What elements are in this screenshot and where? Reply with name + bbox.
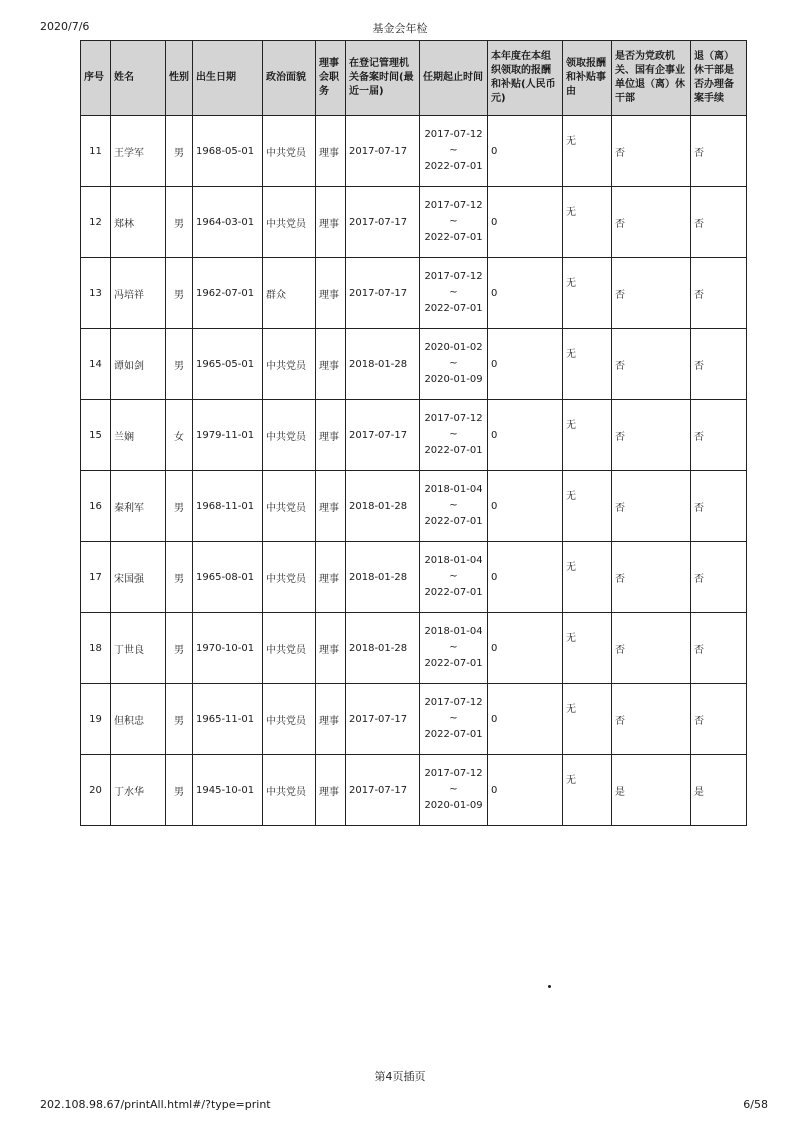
term-start: 2017-07-12 [424,413,483,424]
filing-date: 2017-07-17 [346,755,420,826]
term-start: 2017-07-12 [424,768,483,779]
member-name: 兰娴 [111,400,166,471]
table-row [81,684,747,755]
retired-filing-status: 否 [691,542,747,613]
retired-filing-status: 否 [691,684,747,755]
term-start: 2018-01-04 [424,484,483,495]
retired-filing-status: 否 [691,400,747,471]
board-role: 理事 [316,471,346,542]
remuneration: 0 [488,684,563,755]
member-gender: 男 [166,755,193,826]
row-number: 17 [81,542,111,613]
member-gender: 男 [166,187,193,258]
retired-cadre-status: 否 [612,613,691,684]
term-end: 2022-07-01 [424,232,483,243]
term-end: 2022-07-01 [424,658,483,669]
term-period [420,116,488,187]
board-role: 理事 [316,684,346,755]
remuneration-reason: 无 [563,542,612,613]
table-row [81,187,747,258]
term-end: 2022-07-01 [424,161,483,172]
remuneration-reason: 无 [563,116,612,187]
column-header: 在登记管理机关备案时间(最近一届) [346,41,420,116]
term-separator: ~ [449,784,458,795]
member-name: 丁水华 [111,755,166,826]
term-separator: ~ [449,216,458,227]
term-start: 2017-07-12 [424,271,483,282]
retired-cadre-status: 是 [612,755,691,826]
birth-date: 1968-05-01 [193,116,263,187]
term-period [420,258,488,329]
member-gender: 男 [166,684,193,755]
political-status: 中共党员 [263,116,316,187]
political-status: 中共党员 [263,329,316,400]
term-period [420,329,488,400]
retired-filing-status: 否 [691,471,747,542]
member-name: 谭如剑 [111,329,166,400]
member-gender: 男 [166,116,193,187]
remuneration: 0 [488,755,563,826]
filing-date: 2017-07-17 [346,116,420,187]
table-row [81,755,747,826]
term-period [420,755,488,826]
term-separator: ~ [449,571,458,582]
remuneration-reason: 无 [563,684,612,755]
board-role: 理事 [316,258,346,329]
remuneration: 0 [488,258,563,329]
member-gender: 女 [166,400,193,471]
political-status: 中共党员 [263,400,316,471]
member-name: 郑林 [111,187,166,258]
term-start: 2018-01-04 [424,626,483,637]
term-period [420,542,488,613]
member-name: 但积忠 [111,684,166,755]
term-start: 2017-07-12 [424,200,483,211]
column-header: 理事会职务 [316,41,346,116]
birth-date: 1965-11-01 [193,684,263,755]
term-separator: ~ [449,429,458,440]
birth-date: 1965-08-01 [193,542,263,613]
remuneration: 0 [488,613,563,684]
remuneration-reason: 无 [563,613,612,684]
scan-speck [548,985,551,988]
retired-cadre-status: 否 [612,329,691,400]
term-separator: ~ [449,287,458,298]
remuneration-reason: 无 [563,187,612,258]
term-separator: ~ [449,358,458,369]
filing-date: 2017-07-17 [346,400,420,471]
term-separator: ~ [449,500,458,511]
remuneration: 0 [488,471,563,542]
birth-date: 1964-03-01 [193,187,263,258]
column-header: 姓名 [111,41,166,116]
retired-filing-status: 否 [691,187,747,258]
birth-date: 1945-10-01 [193,755,263,826]
remuneration: 0 [488,187,563,258]
row-number: 11 [81,116,111,187]
filing-date: 2018-01-28 [346,329,420,400]
row-number: 14 [81,329,111,400]
retired-cadre-status: 否 [612,187,691,258]
retired-cadre-status: 否 [612,258,691,329]
table-header-row [81,41,747,116]
column-header: 性别 [166,41,193,116]
board-role: 理事 [316,755,346,826]
remuneration-reason: 无 [563,471,612,542]
birth-date: 1970-10-01 [193,613,263,684]
column-header: 本年度在本组织领取的报酬和补贴(人民币元) [488,41,563,116]
term-period [420,400,488,471]
table-row [81,258,747,329]
term-start: 2017-07-12 [424,129,483,140]
birth-date: 1965-05-01 [193,329,263,400]
table-row [81,542,747,613]
board-members-table [80,40,747,826]
term-start: 2017-07-12 [424,697,483,708]
table-row [81,116,747,187]
remuneration-reason: 无 [563,258,612,329]
term-separator: ~ [449,642,458,653]
column-header: 任期起止时间 [420,41,488,116]
member-gender: 男 [166,542,193,613]
remuneration-reason: 无 [563,329,612,400]
term-end: 2020-01-09 [424,374,483,385]
board-role: 理事 [316,187,346,258]
retired-filing-status: 否 [691,116,747,187]
row-number: 15 [81,400,111,471]
filing-date: 2017-07-17 [346,187,420,258]
row-number: 19 [81,684,111,755]
page-title: 基金会年检 [372,22,428,35]
retired-cadre-status: 否 [612,116,691,187]
filing-date: 2017-07-17 [346,684,420,755]
term-period [420,613,488,684]
row-number: 20 [81,755,111,826]
column-header: 是否为党政机关、国有企事业单位退（离）休干部 [612,41,691,116]
remuneration: 0 [488,542,563,613]
table-row [81,613,747,684]
member-name: 王学军 [111,116,166,187]
column-header: 出生日期 [193,41,263,116]
retired-filing-status: 否 [691,258,747,329]
member-name: 冯培祥 [111,258,166,329]
table-row [81,471,747,542]
table-body [81,116,747,826]
row-number: 13 [81,258,111,329]
row-number: 16 [81,471,111,542]
member-gender: 男 [166,329,193,400]
remuneration: 0 [488,116,563,187]
page-count: 6/58 [743,1098,768,1111]
political-status: 群众 [263,258,316,329]
filing-date: 2018-01-28 [346,613,420,684]
filing-date: 2017-07-17 [346,258,420,329]
political-status: 中共党员 [263,684,316,755]
term-end: 2020-01-09 [424,800,483,811]
retired-cadre-status: 否 [612,400,691,471]
retired-filing-status: 否 [691,329,747,400]
member-gender: 男 [166,258,193,329]
term-period [420,187,488,258]
column-header: 领取报酬和补贴事由 [563,41,612,116]
board-role: 理事 [316,329,346,400]
member-name: 宋国强 [111,542,166,613]
retired-cadre-status: 否 [612,471,691,542]
member-name: 秦利军 [111,471,166,542]
retired-cadre-status: 否 [612,542,691,613]
board-role: 理事 [316,613,346,684]
term-separator: ~ [449,713,458,724]
table-row [81,400,747,471]
filing-date: 2018-01-28 [346,471,420,542]
term-start: 2020-01-02 [424,342,483,353]
board-role: 理事 [316,400,346,471]
political-status: 中共党员 [263,613,316,684]
board-role: 理事 [316,116,346,187]
member-gender: 男 [166,471,193,542]
row-number: 18 [81,613,111,684]
term-separator: ~ [449,145,458,156]
remuneration: 0 [488,329,563,400]
retired-cadre-status: 否 [612,684,691,755]
retired-filing-status: 是 [691,755,747,826]
political-status: 中共党员 [263,471,316,542]
political-status: 中共党员 [263,542,316,613]
print-url: 202.108.98.67/printAll.html#/?type=print [40,1098,271,1111]
birth-date: 1962-07-01 [193,258,263,329]
term-period [420,471,488,542]
birth-date: 1979-11-01 [193,400,263,471]
retired-filing-status: 否 [691,613,747,684]
remuneration-reason: 无 [563,755,612,826]
term-start: 2018-01-04 [424,555,483,566]
political-status: 中共党员 [263,755,316,826]
print-date: 2020/7/6 [40,20,90,33]
member-name: 丁世良 [111,613,166,684]
term-end: 2022-07-01 [424,445,483,456]
column-header: 序号 [81,41,111,116]
term-end: 2022-07-01 [424,516,483,527]
term-end: 2022-07-01 [424,587,483,598]
term-end: 2022-07-01 [424,729,483,740]
page-label: 第4页插页 [374,1070,426,1083]
board-role: 理事 [316,542,346,613]
table-row [81,329,747,400]
member-gender: 男 [166,613,193,684]
birth-date: 1968-11-01 [193,471,263,542]
row-number: 12 [81,187,111,258]
filing-date: 2018-01-28 [346,542,420,613]
remuneration: 0 [488,400,563,471]
term-period [420,684,488,755]
column-header: 政治面貌 [263,41,316,116]
political-status: 中共党员 [263,187,316,258]
column-header: 退（离）休干部是否办理备案手续 [691,41,747,116]
remuneration-reason: 无 [563,400,612,471]
term-end: 2022-07-01 [424,303,483,314]
